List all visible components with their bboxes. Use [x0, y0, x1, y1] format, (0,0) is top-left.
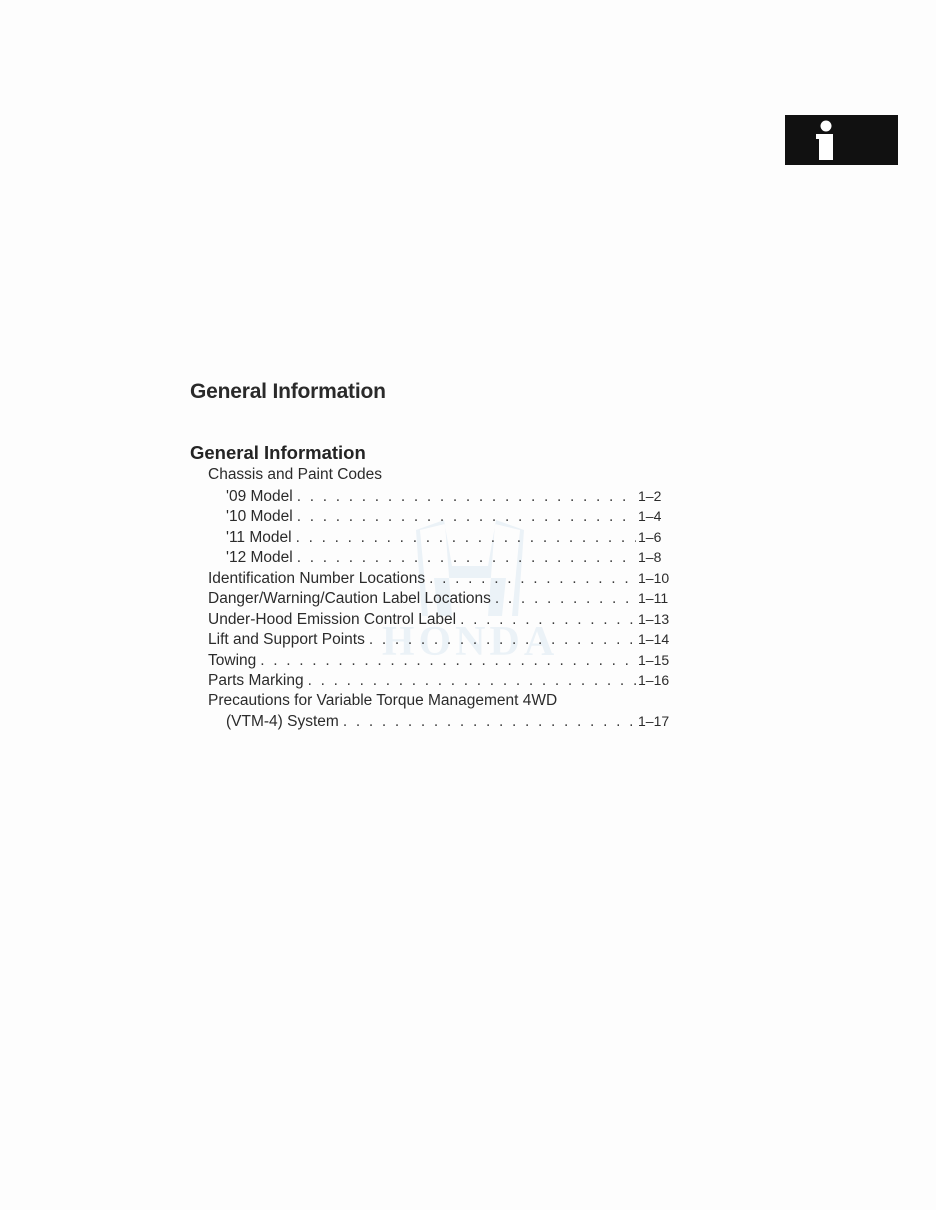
toc-page-number: 1–17 [638, 713, 670, 729]
dot-leader [260, 651, 636, 672]
dot-leader [495, 589, 636, 610]
dot-leader [429, 569, 636, 590]
dot-leader [343, 712, 636, 733]
info-icon [785, 115, 898, 165]
toc-entry-label: Lift and Support Points [208, 631, 365, 648]
toc-entry-label: '09 Model [226, 487, 293, 505]
dot-leader [369, 630, 636, 651]
toc-entry-under-hood-emission-label[interactable] [190, 609, 674, 630]
dot-leader [460, 610, 636, 631]
toc-page-number: 1–15 [638, 651, 670, 668]
section-heading: General Information [190, 442, 366, 463]
toc-page-number: 1–14 [638, 631, 670, 647]
toc-entry-towing[interactable] [190, 650, 674, 671]
toc-page-number: 1–4 [638, 508, 662, 524]
toc-entry-label: '10 Model [226, 508, 293, 525]
dot-leader [296, 528, 636, 549]
toc-entry-11-model[interactable] [190, 527, 674, 548]
section-tab-marker [785, 115, 898, 165]
toc-entry-identification-number-locations[interactable] [190, 568, 674, 589]
toc-entry-label: (VTM-4) System [226, 713, 339, 730]
dot-leader [297, 487, 636, 508]
toc-entry-10-model[interactable] [190, 506, 674, 527]
toc-group-label: Chassis and Paint Codes [208, 466, 383, 483]
toc-page-number: 1–2 [638, 487, 662, 504]
toc-entry-lift-support-points[interactable] [190, 629, 674, 650]
toc-page-number: 1–13 [638, 610, 670, 627]
dot-leader [297, 548, 636, 569]
toc-group-chassis-paint-codes [190, 465, 674, 486]
table-of-contents [190, 440, 690, 732]
toc-page-number: 1–11 [638, 590, 669, 606]
page-title: General Information [190, 380, 386, 403]
toc-entry-label: Danger/Warning/Caution Label Locations [208, 590, 491, 607]
toc-entry-label: Precautions for Variable Torque Management 4WD [208, 691, 558, 709]
dot-leader [297, 507, 636, 528]
toc-entry-label: '12 Model [226, 549, 293, 566]
toc-page-number: 1–6 [638, 528, 662, 545]
toc-page-number: 1–16 [638, 672, 670, 688]
toc-page-number: 1–10 [638, 569, 670, 586]
watermark-text: HONDA [381, 619, 559, 665]
toc-entry-09-model[interactable] [190, 486, 674, 507]
toc-entry-label: Under-Hood Emission Control Label [208, 610, 457, 628]
toc-entry-label: '11 Model [226, 528, 292, 546]
toc-entry-label: Parts Marking [208, 672, 304, 689]
toc-entry-vtm4-precautions-line2[interactable] [190, 711, 674, 732]
toc-entry-12-model[interactable] [190, 547, 674, 568]
toc-entry-danger-warning-caution-labels[interactable] [190, 588, 674, 609]
toc-entry-label: Identification Number Locations [208, 569, 426, 587]
toc-entry-vtm4-precautions-line1[interactable] [190, 691, 674, 712]
toc-page-number: 1–8 [638, 549, 662, 565]
toc-entry-parts-marking[interactable] [190, 670, 674, 691]
toc-entry-label: Towing [208, 651, 257, 669]
dot-leader [308, 671, 636, 692]
